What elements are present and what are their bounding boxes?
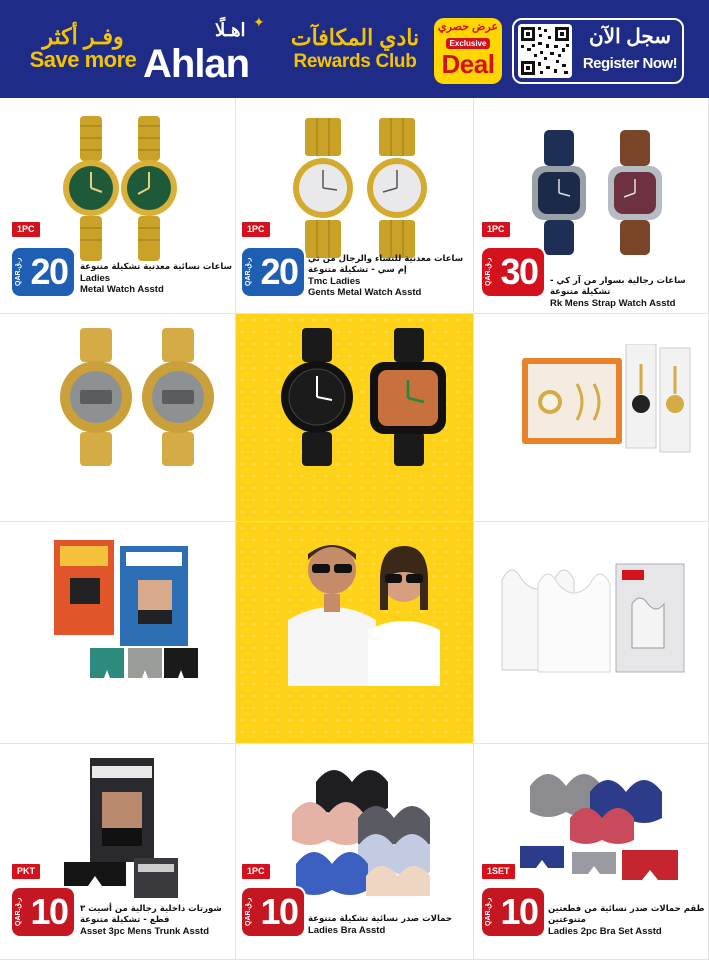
- product-name-arabic: حمالات صدر نسائية تشكيلة متنوعة: [308, 914, 452, 924]
- product-name-english: Ladies Bra Asstd: [308, 925, 386, 936]
- rewards-club-title: [285, 26, 425, 74]
- currency-label: QAR.ر.ق: [15, 257, 22, 287]
- watch-set-box-image: [522, 344, 692, 454]
- ladies-gold-watch-image: [50, 116, 190, 261]
- currency-label: QAR.ر.ق: [485, 257, 492, 287]
- product-name-english: Asset 3pc Mens Trunk Asstd: [80, 926, 209, 937]
- ahlan-logo-arabic: اهـلًا: [215, 20, 246, 40]
- sunglass-models-image: [280, 536, 450, 686]
- product-description: [80, 262, 236, 295]
- product-name-english: Rk Mens Strap Watch Asstd: [550, 298, 676, 309]
- price-tag: [242, 248, 304, 296]
- product-name-english: Ladies Metal Watch Asstd: [80, 273, 164, 295]
- price-tag: [482, 248, 544, 296]
- product-tile-ladies-bra[interactable]: [236, 744, 474, 960]
- ahlan-rewards-banner: [0, 0, 709, 98]
- price-value: 30: [500, 251, 538, 292]
- currency-label: QAR.ر.ق: [485, 897, 492, 927]
- unit-badge: 1PC: [242, 222, 270, 237]
- product-tile-zelo-vest[interactable]: [474, 522, 709, 744]
- product-description: [80, 904, 234, 937]
- register-now-button[interactable]: [512, 18, 684, 84]
- chancellor-black-watch-image: [278, 328, 448, 466]
- unit-badge: 1SET: [482, 864, 515, 879]
- unit-badge: 1PC: [242, 864, 270, 879]
- price-value: 10: [30, 891, 68, 932]
- strap-watch-image: [524, 130, 674, 255]
- currency-label: QAR.ر.ق: [245, 257, 252, 287]
- product-tile-ladies-watch-set[interactable]: [474, 314, 709, 522]
- price-tag: [12, 248, 74, 296]
- currency-label: QAR.ر.ق: [245, 897, 252, 927]
- exclusive-label: Exclusive: [446, 38, 491, 49]
- exclusive-deal-badge: [434, 18, 502, 84]
- product-name-english: Ladies 2pc Bra Set Asstd: [548, 926, 662, 937]
- qr-code-icon[interactable]: [518, 24, 572, 78]
- rewards-club-arabic: نادي المكافآت: [290, 25, 420, 50]
- product-tile-ladies-metal-watch[interactable]: [0, 98, 236, 314]
- product-grid: [0, 98, 709, 960]
- product-description: [550, 276, 709, 309]
- currency-label: QAR.ر.ق: [15, 897, 22, 927]
- digital-gold-watch-image: [58, 328, 218, 466]
- ahlan-logo-english: Ahlan: [143, 42, 250, 86]
- exclusive-deal-arabic: عرض حصري: [437, 21, 498, 33]
- price-value: 10: [260, 891, 298, 932]
- bra-set-image: [510, 766, 690, 896]
- save-more-arabic: وفـر أكثر: [42, 24, 124, 49]
- trunk-pack-image: [62, 758, 182, 908]
- unit-badge: 1PC: [482, 222, 510, 237]
- sparkle-icon: ✦: [253, 14, 265, 30]
- product-tile-mens-boxer[interactable]: [0, 522, 236, 744]
- product-name-english: Tmc Ladies Gents Metal Watch Asstd: [308, 276, 422, 298]
- bra-assortment-image: [286, 766, 436, 906]
- product-name-arabic: ساعات نسائية معدنية تشكيلة متنوعة: [80, 262, 232, 272]
- product-name-arabic: ساعات رجالية بسوار من آر كي - تشكيلة متنوعة: [550, 276, 686, 297]
- product-tile-chancellor-watch[interactable]: [236, 314, 474, 522]
- product-tile-tmc-metal-watch[interactable]: [236, 98, 474, 314]
- price-value: 20: [30, 251, 68, 292]
- register-now-arabic: سجل الآن: [588, 26, 672, 48]
- ahlan-logo: [143, 14, 283, 88]
- deal-label: Deal: [441, 49, 495, 79]
- unit-badge: 1PC: [12, 222, 40, 237]
- product-name-arabic: شورتات داخلية رجالية من أسيت ٣ قطع - تشكيلة متنوعة: [80, 904, 222, 925]
- product-description: [548, 904, 706, 937]
- vest-pack-image: [498, 560, 688, 680]
- product-description: [308, 914, 473, 936]
- product-name-arabic: ساعات معدنية للنساء والرجال من تي إم سي - تشكيلة متنوعة: [308, 254, 464, 275]
- rewards-club-english: Rewards Club: [293, 51, 417, 72]
- boxer-pack-image: [50, 540, 200, 690]
- product-tile-ladies-bra-set[interactable]: [474, 744, 709, 960]
- price-tag: [242, 888, 304, 936]
- product-tile-mens-metal-watch[interactable]: [0, 314, 236, 522]
- price-tag: [482, 888, 544, 936]
- gold-silver-watch-image: [291, 118, 431, 258]
- register-now-english: Register Now!: [582, 55, 678, 72]
- save-more-english: Save more: [29, 47, 137, 72]
- product-description: [308, 254, 470, 298]
- unit-badge: PKT: [12, 864, 40, 879]
- price-tag: [12, 888, 74, 936]
- price-value: 20: [260, 251, 298, 292]
- product-tile-sunglass[interactable]: [236, 522, 474, 744]
- price-value: 10: [500, 891, 538, 932]
- product-name-arabic: طقم حمالات صدر نسائية من قطعتين متنوعتين: [548, 904, 705, 925]
- product-tile-asset-trunk[interactable]: [0, 744, 236, 960]
- save-more-slogan: [28, 26, 138, 72]
- product-tile-rk-strap-watch[interactable]: [474, 98, 709, 314]
